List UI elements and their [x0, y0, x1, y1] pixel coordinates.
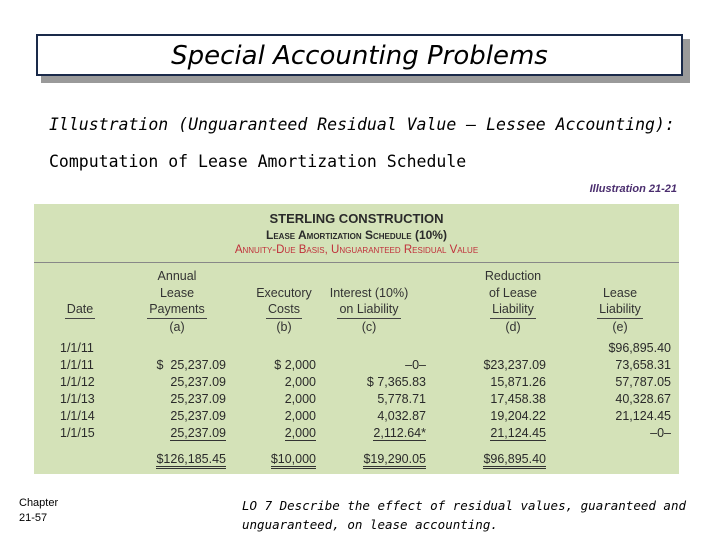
column-header-1: [127, 268, 227, 335]
column-header-text: Payments: [147, 301, 207, 319]
amount-cell: 4,032.87: [377, 409, 426, 423]
column-header-line: [127, 301, 227, 319]
amount-cell: 21,124.45: [615, 409, 671, 423]
column-header-line: [570, 268, 670, 285]
amount-cell: 25,237.09: [170, 426, 226, 440]
amount-cell: 73,658.31: [615, 358, 671, 372]
schedule-title: Lease Amortization Schedule (10%): [266, 228, 447, 242]
schedule-basis: Annuity-Due Basis, Unguaranteed Residual Value: [234, 244, 479, 256]
amount-cell: 2,112.64*: [373, 426, 426, 440]
amount-cell: 19,204.22: [490, 409, 546, 423]
column-header-line: [570, 301, 670, 319]
amount-cell: –0–: [405, 358, 426, 372]
column-header-3: [314, 268, 424, 335]
totals-row: [34, 452, 679, 468]
chapter-label: Chapter: [19, 497, 59, 509]
column-code: [45, 319, 115, 336]
column-header-5: [570, 268, 670, 335]
amount-cell: 17,458.38: [490, 392, 546, 406]
column-header-0: [45, 268, 115, 335]
column-header-line: Reduction: [484, 269, 542, 283]
column-header-line: Lease: [159, 285, 195, 300]
amount-cell: 5,778.71: [377, 392, 426, 406]
amount-cell: 25,237.09: [170, 409, 226, 423]
table-row: [34, 426, 679, 442]
amount-cell: 25,237.09: [170, 375, 226, 389]
date-cell: 1/1/13: [60, 392, 95, 406]
column-header-text: Costs: [266, 301, 302, 319]
date-cell: 1/1/15: [60, 426, 95, 440]
amount-cell: $19,290.05: [363, 452, 426, 469]
column-code: (e): [612, 319, 628, 334]
amount-cell: 2,000: [284, 392, 316, 406]
amount-cell: 2,000: [284, 426, 316, 440]
slide-number: 21-57: [19, 512, 48, 524]
column-header-text: Liability: [597, 301, 643, 319]
amount-cell: $96,895.40: [608, 341, 671, 355]
slide-title-box: [36, 34, 683, 76]
illustration-heading: Illustration (Unguaranteed Residual Value – Lessee Accounting):: [49, 115, 675, 134]
amount-cell: $ 25,237.09: [156, 358, 226, 372]
table-row: [34, 409, 679, 425]
column-header-text: on Liability: [337, 301, 400, 319]
date-cell: 1/1/11: [60, 341, 94, 355]
date-cell: 1/1/12: [60, 375, 95, 389]
column-code: (d): [505, 319, 521, 334]
column-header-line: [314, 268, 424, 285]
column-header-line: [45, 301, 115, 319]
slide-title: Special Accounting Problems: [171, 41, 548, 71]
column-header-line: [314, 301, 424, 319]
date-cell: 1/1/11: [60, 358, 94, 372]
amount-cell: –0–: [650, 426, 671, 440]
amount-cell: $ 2,000: [274, 358, 316, 372]
column-code: (c): [361, 319, 377, 334]
column-header-4: [458, 268, 568, 335]
schedule-divider: [34, 262, 679, 263]
amount-cell: $96,895.40: [483, 452, 546, 469]
schedule-subheading: Computation of Lease Amortization Schedule: [49, 152, 467, 171]
learning-objective: LO 7 Describe the effect of residual values, guaranteed and unguaranteed, on lease accounting.: [242, 498, 687, 532]
table-row: [34, 341, 679, 357]
amount-cell: 2,000: [284, 375, 316, 389]
amount-cell: $ 7,365.83: [366, 375, 426, 389]
table-row: [34, 375, 679, 391]
column-header-line: Lease: [602, 285, 638, 300]
schedule-panel: [34, 204, 679, 474]
amount-cell: 25,237.09: [170, 392, 226, 406]
column-header-line: of Lease: [489, 285, 537, 300]
column-header-line: Executory: [256, 285, 312, 300]
chapter-footer: [19, 496, 58, 526]
date-cell: 1/1/14: [60, 409, 95, 423]
column-code: (b): [276, 319, 292, 334]
column-header-line: [45, 268, 115, 285]
table-row: [34, 392, 679, 408]
amount-cell: $10,000: [271, 452, 316, 469]
amount-cell: 15,871.26: [490, 375, 546, 389]
amount-cell: 40,328.67: [615, 392, 671, 406]
column-header-line: Interest (10%): [329, 285, 409, 300]
column-header-line: Annual: [157, 269, 197, 283]
amount-cell: 2,000: [284, 409, 316, 423]
table-row: [34, 358, 679, 374]
amount-cell: $23,237.09: [483, 358, 546, 372]
column-header-text: Liability: [490, 301, 536, 319]
column-code: (a): [169, 319, 185, 334]
schedule-company: STERLING CONSTRUCTION: [269, 211, 444, 226]
amount-cell: $126,185.45: [156, 452, 226, 469]
amount-cell: 21,124.45: [490, 426, 546, 440]
column-header-line: [45, 285, 115, 302]
column-header-line: [458, 301, 568, 319]
date-header-text: Date: [65, 301, 95, 319]
illustration-number: Illustration 21-21: [589, 183, 677, 195]
amount-cell: 57,787.05: [615, 375, 671, 389]
